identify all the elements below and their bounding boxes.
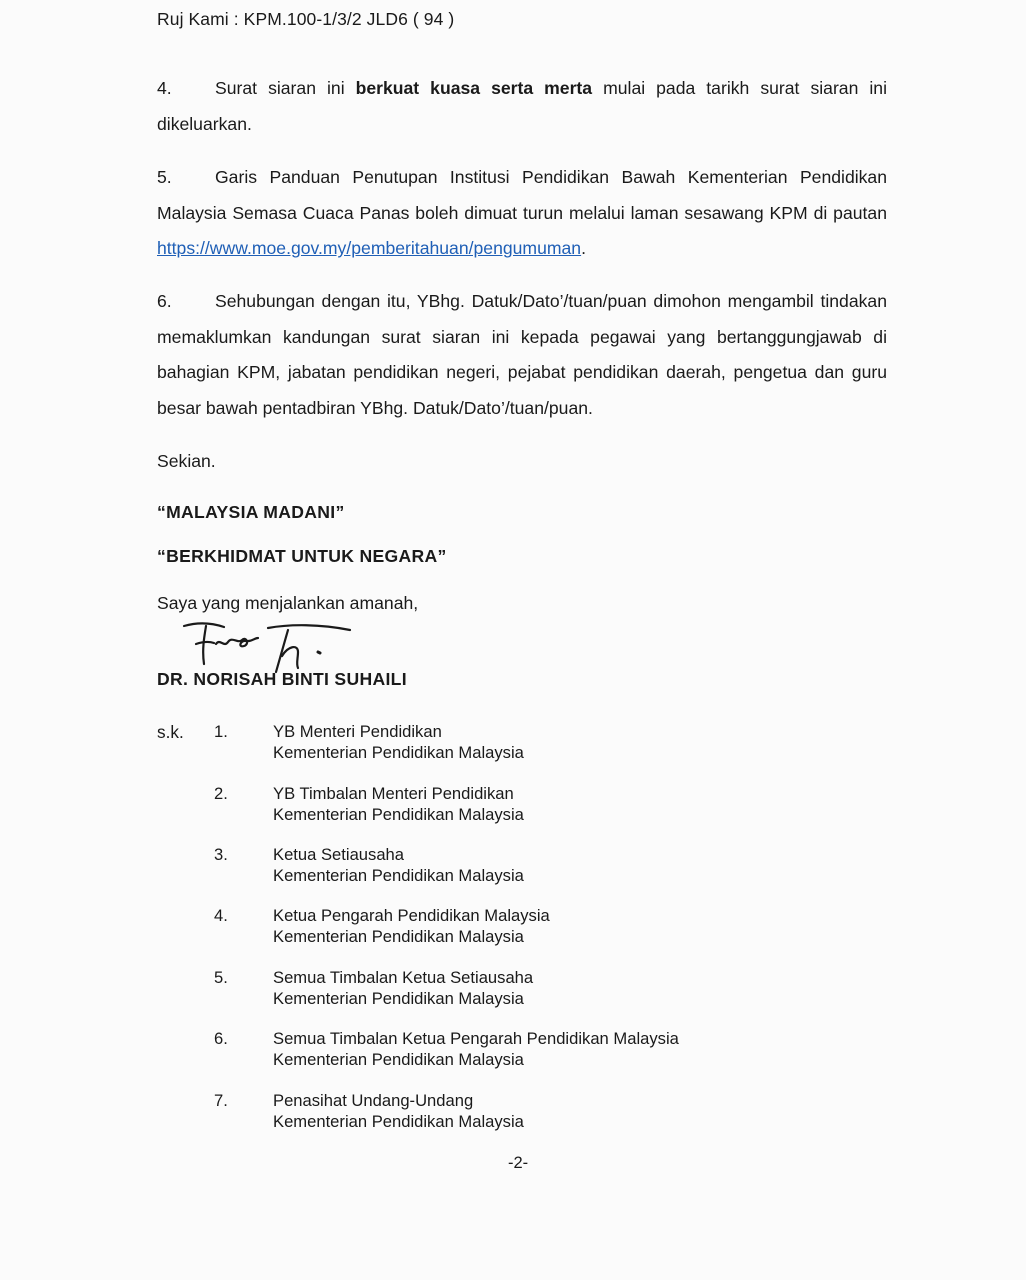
paragraph-5-text-before: Garis Panduan Penutupan Institusi Pendidikan Bawah Kementerian Pendidikan Malaysia Semasa Cuaca Panas boleh dimuat turun melalui laman sesawang KPM di pautan xyxy=(157,167,887,223)
handwritten-signature xyxy=(180,614,370,676)
paragraph-6-text: Sehubungan dengan itu, YBhg. Datuk/Dato’/tuan/puan dimohon mengambil tindakan memaklumkan kandungan surat siaran ini kepada pegawai yang bertanggungjawab di bahagian KPM, jabatan pendidikan negeri, pejabat pendidikan daerah, pengetua dan guru besar bawah pentadbiran YBhg. Datuk/Dato’/tuan/puan. xyxy=(157,291,887,418)
sk-item-line2: Kementerian Pendidikan Malaysia xyxy=(273,927,524,946)
sk-item-line1: Penasihat Undang-Undang xyxy=(273,1091,474,1110)
paragraph-5 xyxy=(157,160,887,267)
moe-announcement-link[interactable]: https://www.moe.gov.my/pemberitahuan/pengumuman xyxy=(157,238,582,259)
sk-item-line2: Kementerian Pendidikan Malaysia xyxy=(273,989,524,1008)
sk-item xyxy=(273,783,524,825)
sign-off-text: Saya yang menjalankan amanah, xyxy=(157,593,419,613)
motto-berkhidmat: “BERKHIDMAT UNTUK NEGARA” xyxy=(157,546,447,566)
sk-item-number: 2. xyxy=(214,784,228,803)
sk-item-line1: YB Timbalan Menteri Pendidikan xyxy=(273,784,514,803)
paragraph-6-number: 6. xyxy=(157,291,172,311)
paragraph-4-number: 4. xyxy=(157,78,172,98)
paragraph-4-text-after: mulai pada tarikh surat siaran ini dikeluarkan. xyxy=(157,78,887,134)
paragraph-5-number: 5. xyxy=(157,167,172,187)
closing-text: Sekian. xyxy=(157,451,216,471)
sk-item-line2: Kementerian Pendidikan Malaysia xyxy=(273,1112,524,1131)
sk-item-line2: Kementerian Pendidikan Malaysia xyxy=(273,805,524,824)
sk-item xyxy=(273,905,550,947)
sk-item xyxy=(273,1028,679,1070)
reference-number: Ruj Kami : KPM.100-1/3/2 JLD6 ( 94 ) xyxy=(157,9,455,29)
motto-malaysia-madani: “MALAYSIA MADANI” xyxy=(157,502,345,522)
sk-item-line1: Ketua Pengarah Pendidikan Malaysia xyxy=(273,906,550,925)
sk-item-line2: Kementerian Pendidikan Malaysia xyxy=(273,1050,524,1069)
sk-item-number: 4. xyxy=(214,906,228,925)
paragraph-6 xyxy=(157,284,887,426)
sk-label: s.k. xyxy=(157,722,184,742)
sk-item xyxy=(273,1090,524,1132)
sk-item-line2: Kementerian Pendidikan Malaysia xyxy=(273,866,524,885)
sk-item-number: 7. xyxy=(214,1091,228,1110)
sk-item-line2: Kementerian Pendidikan Malaysia xyxy=(273,743,524,762)
sk-item-line1: Semua Timbalan Ketua Setiausaha xyxy=(273,968,534,987)
sk-item-number: 1. xyxy=(214,722,228,741)
sk-item xyxy=(273,844,524,886)
signatory-name: DR. NORISAH BINTI SUHAILI xyxy=(157,669,407,689)
sk-item xyxy=(273,967,533,1009)
paragraph-4-bold: berkuat kuasa serta merta xyxy=(355,78,593,98)
sk-item-line1: Semua Timbalan Ketua Pengarah Pendidikan Malaysia xyxy=(273,1029,679,1048)
sk-item-number: 5. xyxy=(214,968,228,987)
page-number: -2- xyxy=(508,1154,529,1172)
sk-item-line1: YB Menteri Pendidikan xyxy=(273,722,442,741)
sk-item-number: 3. xyxy=(214,845,228,864)
sk-item-number: 6. xyxy=(214,1029,228,1048)
paragraph-4-text-before: Surat siaran ini xyxy=(215,78,356,98)
paragraph-5-text-after: . xyxy=(581,238,586,259)
sk-item-line1: Ketua Setiausaha xyxy=(273,845,405,864)
paragraph-4 xyxy=(157,71,887,142)
sk-item xyxy=(273,721,524,763)
